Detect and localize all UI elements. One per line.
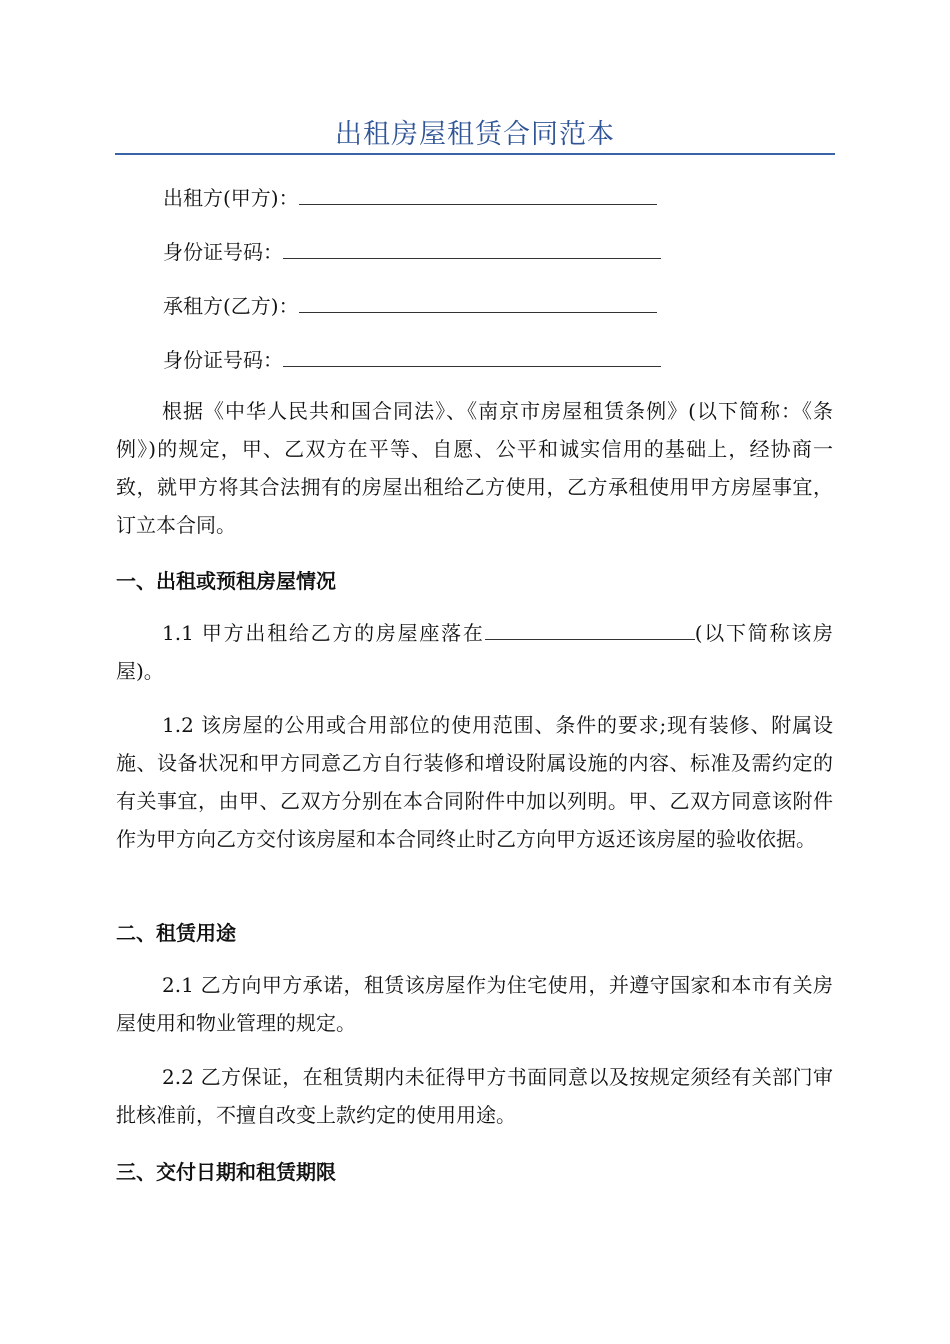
lessee-label: 承租方(乙方)：: [163, 294, 299, 318]
lessee-id-label: 身份证号码：: [163, 348, 283, 372]
lessee-name-blank[interactable]: [299, 290, 657, 313]
lessor-id-blank[interactable]: [283, 236, 661, 259]
lessor-id-label: 身份证号码：: [163, 240, 283, 264]
clause-2-1: 2.1 乙方向甲方承诺，租赁该房屋作为住宅使用，并遵守国家和本市有关房屋使用和物业管理的规定。: [116, 973, 833, 1035]
section-heading-2: 二、租赁用途: [116, 921, 236, 945]
clause-1-1: [116, 614, 833, 690]
lessor-label: 出租方(甲方)：: [163, 186, 299, 210]
clause-1-2: 1.2 该房屋的公用或合用部位的使用范围、条件的要求;现有装修、附属设施、设备状况和甲方同意乙方自行装修和增设附属设施的内容、标准及需约定的有关事宜，由甲、乙双方分别在本合同附件中加以列明。甲、乙双方同意该附件作为甲方向乙方交付该房屋和本合同终止时乙方向甲方返还该房屋的验收依据。: [116, 713, 833, 851]
lessee-id-blank[interactable]: [283, 344, 661, 367]
document-title: 出租房屋租赁合同范本: [335, 119, 615, 150]
property-address-blank[interactable]: [485, 619, 695, 640]
clause-1-1-text-before: 1.1 甲方出租给乙方的房屋座落在: [162, 621, 485, 645]
lessee-field: [163, 290, 657, 320]
lessor-field: [163, 182, 657, 212]
lessor-name-blank[interactable]: [299, 182, 657, 205]
section-heading-3: 三、交付日期和租赁期限: [116, 1160, 336, 1184]
lessor-id-field: [163, 236, 661, 266]
preamble-paragraph: 根据《中华人民共和国合同法》、《南京市房屋租赁条例》(以下简称：《条例》)的规定，甲、乙双方在平等、自愿、公平和诚实信用的基础上，经协商一致，就甲方将其合法拥有的房屋出租给乙方使用，乙方承租使用甲方房屋事宜，订立本合同。: [116, 399, 833, 537]
section-heading-1: 一、出租或预租房屋情况: [116, 569, 336, 593]
clause-2-2: 2.2 乙方保证，在租赁期内未征得甲方书面同意以及按规定须经有关部门审批核准前，不擅自改变上款约定的使用用途。: [116, 1065, 833, 1127]
lessee-id-field: [163, 344, 661, 374]
title-underline: [115, 153, 835, 155]
clause-1-1-text-after: (以下简称该房屋)。: [116, 621, 833, 683]
